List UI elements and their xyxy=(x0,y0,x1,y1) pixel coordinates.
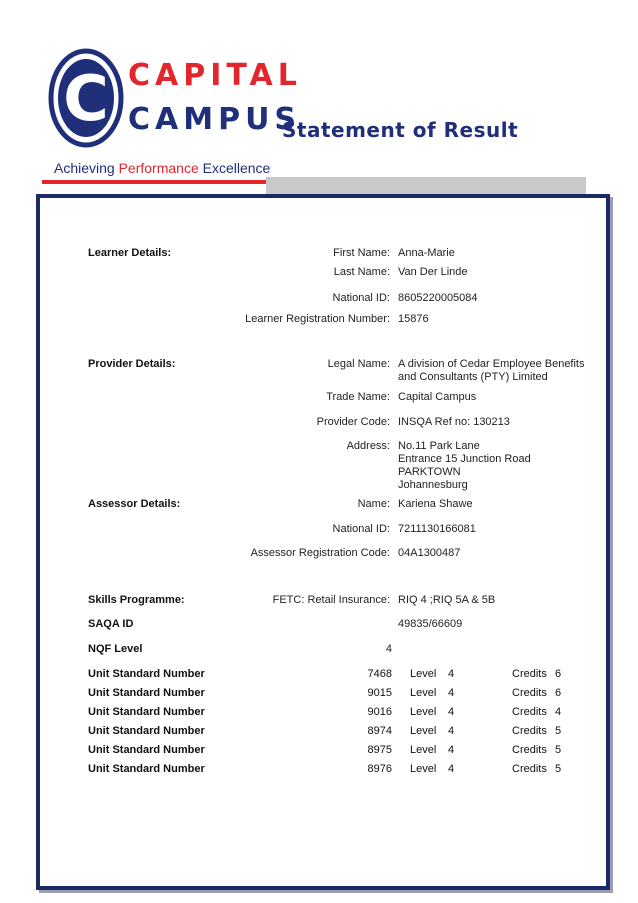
unit-standard-row xyxy=(0,744,638,760)
unit-credits: 5 xyxy=(555,725,562,737)
first-name-value: Anna-Marie xyxy=(398,247,455,259)
unit-level: 4 xyxy=(448,725,455,737)
skills-programme-label: Skills Programme: xyxy=(88,594,185,606)
unit-standard-number: 8974 xyxy=(367,725,392,737)
unit-standard-name: Unit Standard Number xyxy=(88,687,205,699)
credits-word: Credits xyxy=(512,744,547,756)
logo-letter: C xyxy=(63,62,109,135)
legal-name-label: Legal Name: xyxy=(327,358,390,370)
unit-credits: 5 xyxy=(555,744,562,756)
level-word: Level xyxy=(410,687,437,699)
tagline-part-1: Achieving xyxy=(54,160,119,176)
brand-name-line2: CAMPUS xyxy=(128,102,302,137)
provider-code-label: Provider Code: xyxy=(316,416,390,428)
unit-standard-row xyxy=(0,687,638,703)
unit-credits: 4 xyxy=(555,706,562,718)
brand-name-line1: CAPITAL xyxy=(128,58,302,93)
unit-level: 4 xyxy=(448,668,455,680)
nqf-level-value: 4 xyxy=(385,643,392,655)
assessor-name-label: Name: xyxy=(357,498,390,510)
provider-section-heading: Provider Details: xyxy=(88,358,176,370)
skills-programme-value: RIQ 4 ;RIQ 5A & 5B xyxy=(398,594,496,606)
result-frame xyxy=(36,194,610,890)
last-name-label: Last Name: xyxy=(333,266,390,278)
unit-standard-name: Unit Standard Number xyxy=(88,763,205,775)
header-grey-bar xyxy=(266,177,586,194)
level-word: Level xyxy=(410,668,437,680)
unit-credits: 6 xyxy=(555,668,562,680)
learner-section-heading: Learner Details: xyxy=(88,247,172,259)
unit-level: 4 xyxy=(448,687,455,699)
last-name-value: Van Der Linde xyxy=(398,266,468,278)
level-word: Level xyxy=(410,725,437,737)
learner-reg-value: 15876 xyxy=(398,313,429,325)
credits-word: Credits xyxy=(512,668,547,680)
assessor-national-id-label: National ID: xyxy=(332,523,390,535)
address-line-1: No.11 Park Lane xyxy=(398,440,480,452)
unit-standard-row xyxy=(0,725,638,741)
assessor-national-id-value: 7211130166081 xyxy=(398,523,476,535)
level-word: Level xyxy=(410,763,437,775)
credits-word: Credits xyxy=(512,763,547,775)
unit-level: 4 xyxy=(448,744,455,756)
tagline-part-3: Excellence xyxy=(198,160,271,176)
header-red-bar xyxy=(42,180,266,184)
first-name-label: First Name: xyxy=(333,247,390,259)
provider-code-value: INSQA Ref no: 130213 xyxy=(398,416,510,428)
address-line-2: Entrance 15 Junction Road xyxy=(398,453,531,465)
trade-name-value: Capital Campus xyxy=(398,391,477,403)
unit-standard-number: 9016 xyxy=(367,706,392,718)
capital-campus-logo xyxy=(48,48,124,148)
unit-standard-row xyxy=(0,706,638,722)
address-line-3: PARKTOWN xyxy=(398,466,461,478)
unit-standard-row xyxy=(0,668,638,684)
unit-standard-number: 8975 xyxy=(367,744,392,756)
assessor-name-value: Kariena Shawe xyxy=(398,498,473,510)
trade-name-label: Trade Name: xyxy=(326,391,390,403)
legal-name-line2: and Consultants (PTY) Limited xyxy=(398,371,548,383)
page-title: Statement of Result xyxy=(282,118,519,142)
saqa-id-label: SAQA ID xyxy=(88,618,134,630)
credits-word: Credits xyxy=(512,725,547,737)
unit-standard-row xyxy=(0,763,638,779)
unit-standard-name: Unit Standard Number xyxy=(88,668,205,680)
tagline-part-2: Performance xyxy=(118,160,199,176)
assessor-reg-label: Assessor Registration Code: xyxy=(250,547,390,559)
nqf-level-label: NQF Level xyxy=(88,643,143,655)
unit-level: 4 xyxy=(448,706,455,718)
learner-national-id-label: National ID: xyxy=(332,292,390,304)
unit-standard-number: 7468 xyxy=(367,668,392,680)
learner-reg-label: Learner Registration Number: xyxy=(245,313,390,325)
assessor-section-heading: Assessor Details: xyxy=(88,498,181,510)
tagline xyxy=(54,160,270,176)
assessor-reg-value: 04A1300487 xyxy=(398,547,461,559)
unit-credits: 5 xyxy=(555,763,562,775)
unit-standard-number: 8976 xyxy=(367,763,392,775)
credits-word: Credits xyxy=(512,706,547,718)
unit-level: 4 xyxy=(448,763,455,775)
saqa-id-value: 49835/66609 xyxy=(398,618,463,630)
level-word: Level xyxy=(410,744,437,756)
address-label: Address: xyxy=(346,440,390,452)
learner-national-id-value: 8605220005084 xyxy=(398,292,478,304)
unit-credits: 6 xyxy=(555,687,562,699)
skills-programme-sub-label: FETC: Retail Insurance: xyxy=(272,594,390,606)
unit-standard-number: 9015 xyxy=(367,687,392,699)
unit-standard-name: Unit Standard Number xyxy=(88,706,205,718)
unit-standard-name: Unit Standard Number xyxy=(88,744,205,756)
credits-word: Credits xyxy=(512,687,547,699)
address-line-4: Johannesburg xyxy=(398,479,468,491)
level-word: Level xyxy=(410,706,437,718)
unit-standard-name: Unit Standard Number xyxy=(88,725,205,737)
legal-name-line1: A division of Cedar Employee Benefits xyxy=(398,358,585,370)
